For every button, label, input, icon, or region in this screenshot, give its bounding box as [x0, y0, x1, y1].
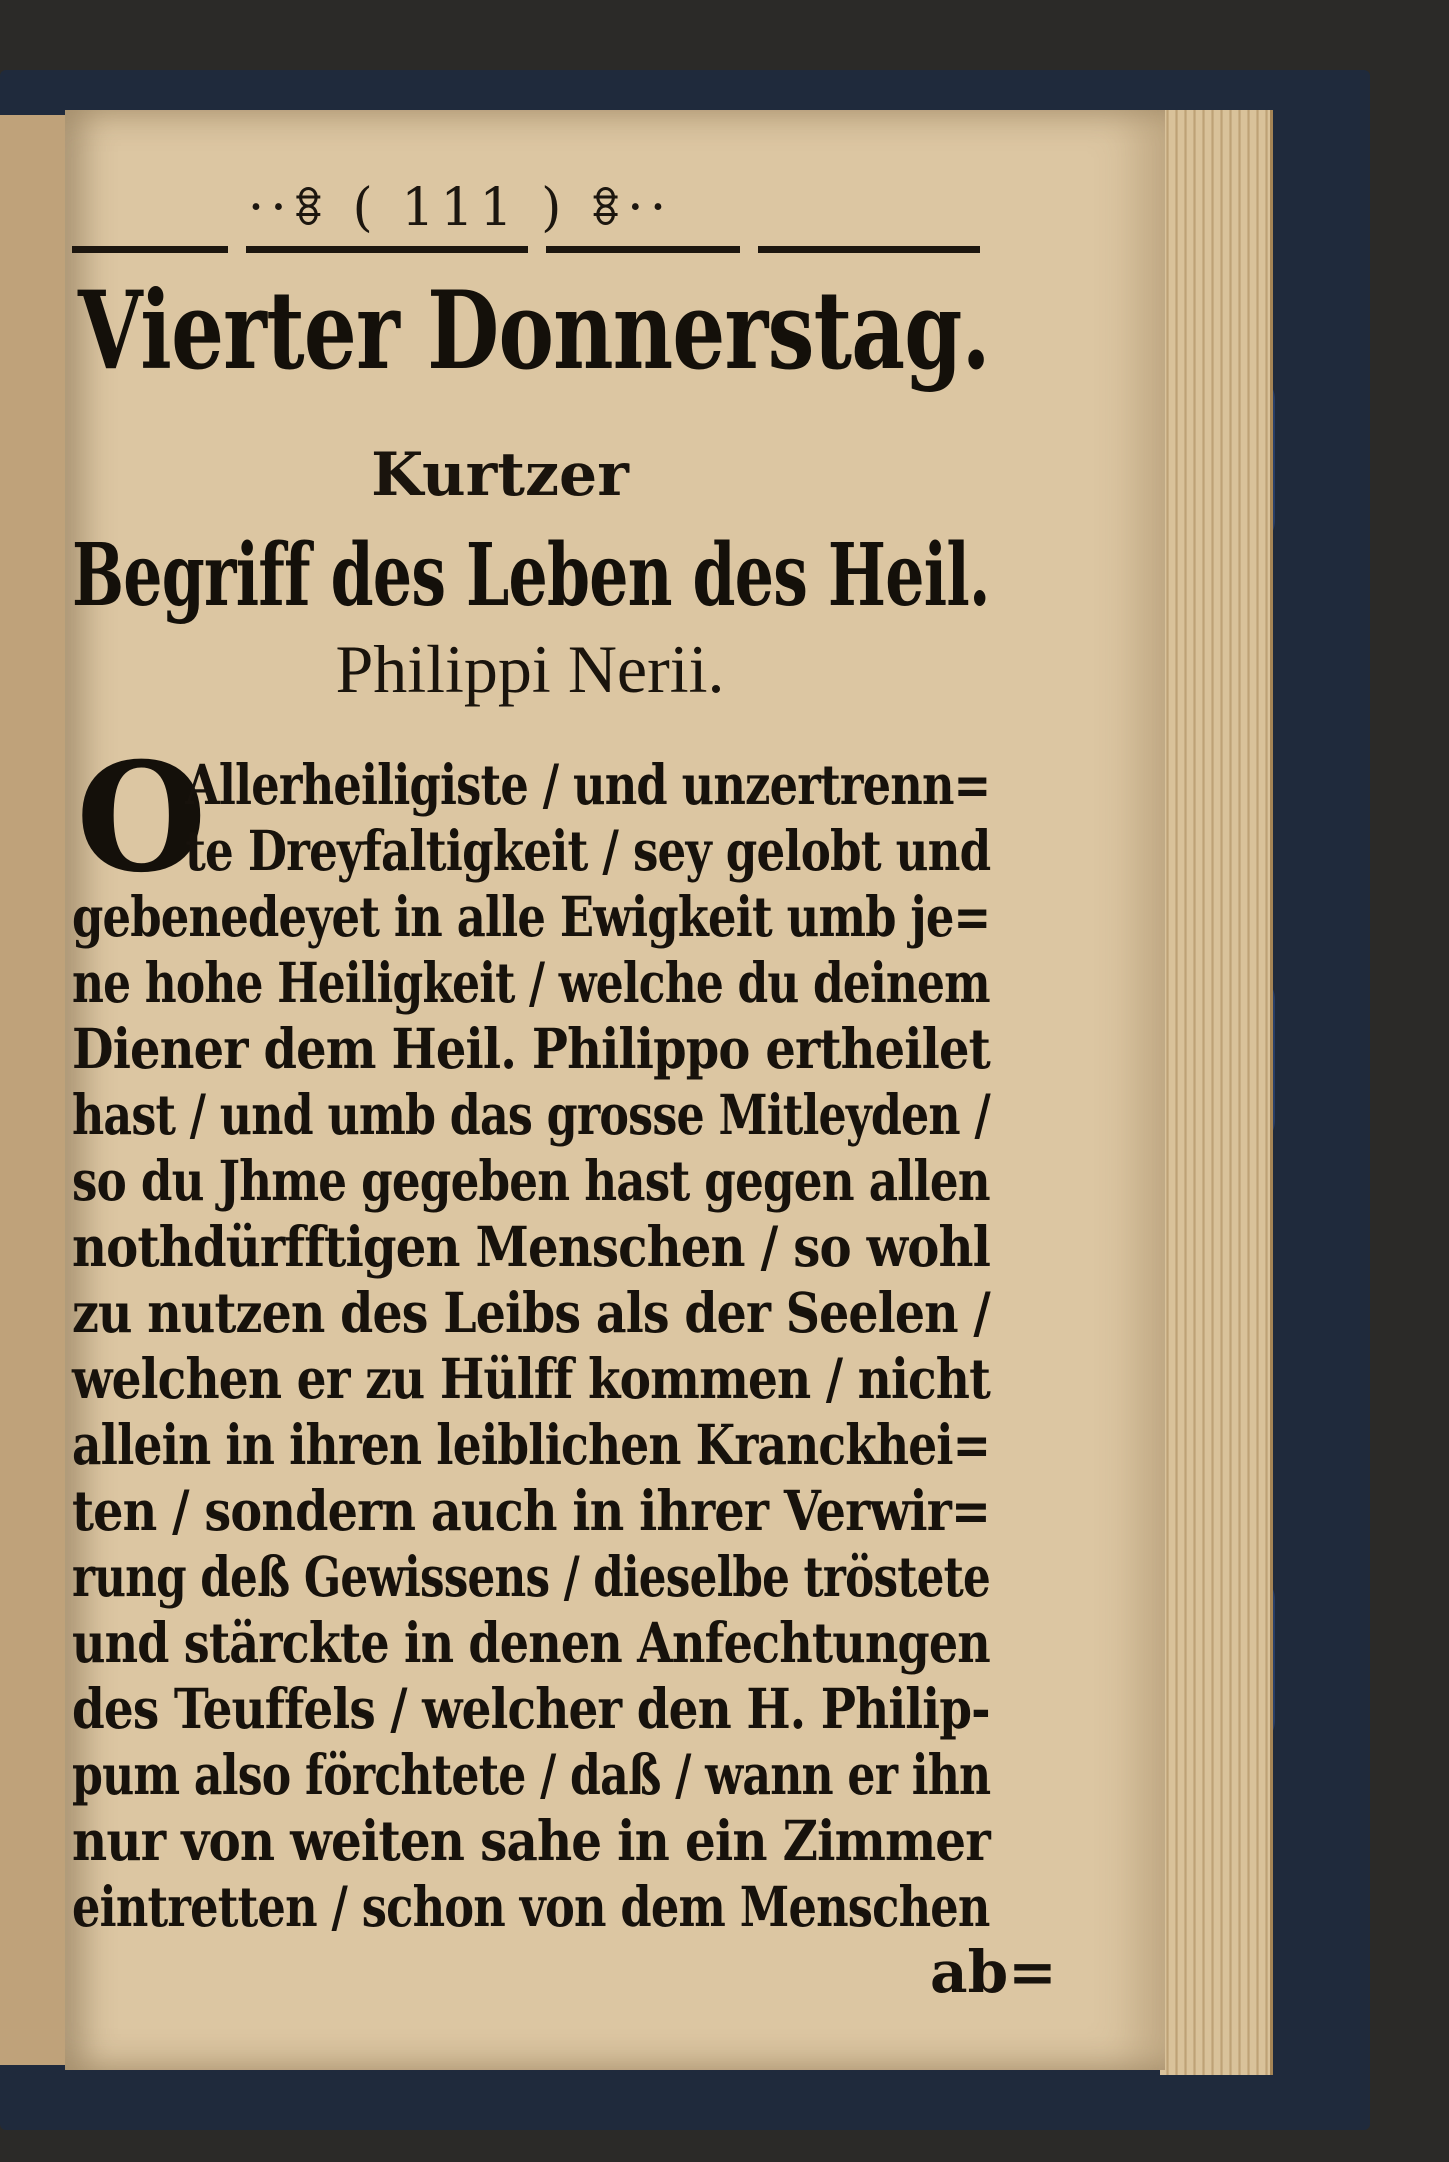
body-line: ten / sondern auch in ihrer Verwir= — [72, 1478, 991, 1543]
body-line: te Dreyfaltigkeit / sey gelobt und — [185, 818, 991, 883]
body-line: nothdürfftigen Menschen / so wohl — [72, 1214, 991, 1279]
section-heading-name: Philippi Nerii. — [335, 631, 725, 707]
body-line: welchen er zu Hülff kommen / nicht — [72, 1346, 990, 1411]
body-line: ne hohe Heiligkeit / welche du deinem — [72, 950, 990, 1015]
body-line: des Teuffels / welcher den H. Philip- — [72, 1676, 990, 1741]
page-number: ( 111 ) — [352, 178, 568, 238]
body-line: so du Jhme gegeben hast gegen allen — [72, 1148, 990, 1213]
body-line: pum also förchtete / daß / wann er ihn — [72, 1742, 991, 1807]
drop-cap: O — [76, 730, 207, 906]
section-subtitle: Kurtzer — [371, 440, 629, 510]
body-line: und stärckte in denen Anfechtungen — [72, 1610, 990, 1675]
page-stack-edges — [1160, 110, 1273, 2075]
body-line: gebenedeyet in alle Ewigkeit umb je= — [72, 884, 991, 949]
body-line: zu nutzen des Leibs als der Seelen / — [72, 1280, 990, 1345]
catchword: ab= — [930, 1938, 1057, 2006]
header-ornament-right: ꗊ·· — [589, 178, 673, 238]
body-line: rung deß Gewissens / dieselbe tröstete — [72, 1544, 991, 1609]
body-line: hast / und umb das grosse Mitleyden / — [72, 1082, 990, 1147]
body-line: Diener dem Heil. Philippo ertheilet — [72, 1016, 990, 1081]
page-header — [140, 178, 780, 239]
section-heading: Begriff des Leben des Heil. — [72, 525, 990, 626]
rule-break — [528, 243, 546, 255]
body-line: eintretten / schon von dem Menschen — [72, 1874, 990, 1939]
chapter-title: Vierter Donnerstag. — [78, 268, 990, 394]
rule-break — [228, 243, 246, 255]
header-ornament-left: ··ꗊ — [247, 178, 331, 238]
rule-break — [740, 243, 758, 255]
body-line: Allerheiligiste / und unzertrenn= — [185, 752, 991, 817]
body-line: allein in ihren leiblichen Kranckhei= — [72, 1412, 991, 1477]
header-rule — [72, 246, 980, 253]
body-line: nur von weiten sahe in ein Zimmer — [72, 1808, 990, 1873]
